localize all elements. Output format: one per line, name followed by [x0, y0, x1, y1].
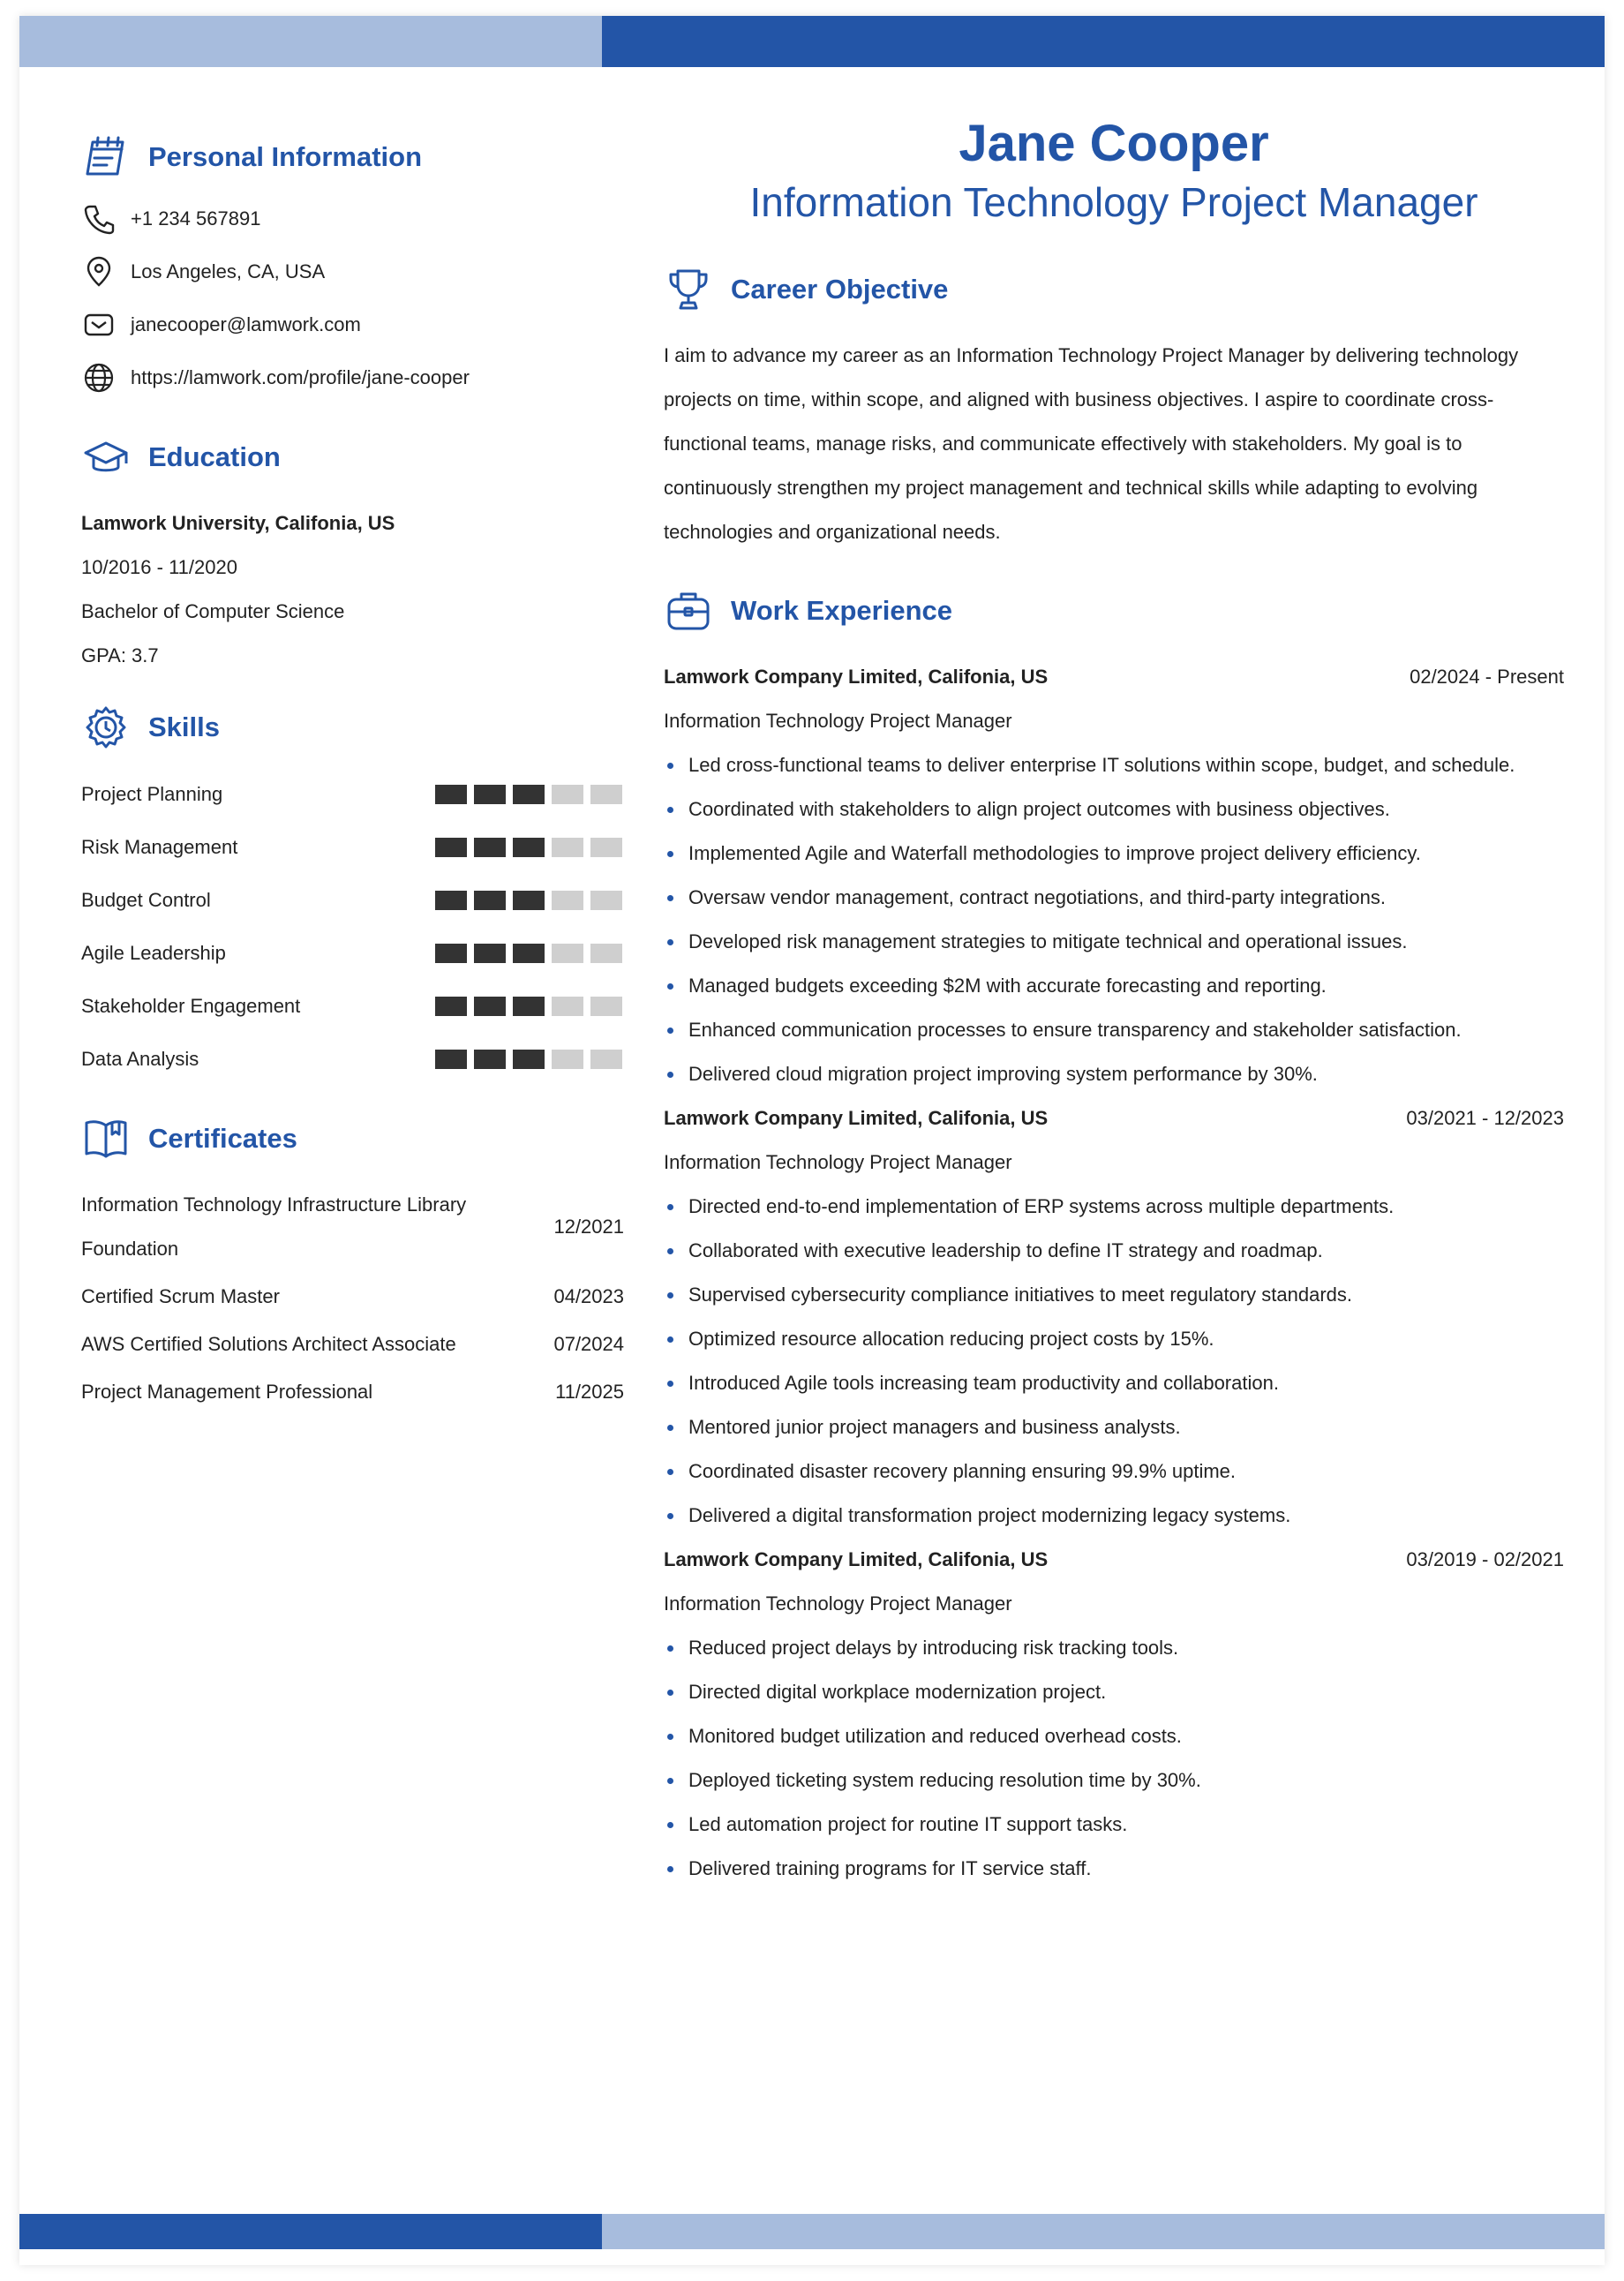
left-column	[81, 131, 624, 1421]
job-header	[664, 1538, 1564, 1582]
skill-level-segment	[590, 1050, 622, 1069]
job-entry	[664, 1538, 1564, 1891]
job-bullet: Collaborated with executive leadership to define IT strategy and roadmap.	[688, 1229, 1564, 1273]
skill-level-segment	[590, 997, 622, 1016]
job-bullet: Enhanced communication processes to ensure transparency and stakeholder satisfaction.	[688, 1008, 1564, 1052]
job-bullet: Supervised cybersecurity compliance initiatives to meet regulatory standards.	[688, 1273, 1564, 1317]
skill-name: Agile Leadership	[81, 942, 226, 964]
skill-level-segment	[474, 891, 506, 910]
job-company: Lamwork Company Limited, Califonia, US	[664, 1548, 1049, 1570]
skill-level-bar	[435, 785, 622, 804]
education-school: Lamwork University, Califonia, US	[81, 512, 395, 534]
skill-level-segment	[513, 997, 545, 1016]
job-bullet: Deployed ticketing system reducing resolution time by 30%.	[688, 1758, 1564, 1803]
skill-level-segment	[474, 1050, 506, 1069]
certificate-row	[81, 1370, 624, 1414]
skill-name: Stakeholder Engagement	[81, 995, 301, 1017]
top-accent-bar-right	[602, 16, 1605, 67]
job-bullet: Monitored budget utilization and reduced overhead costs.	[688, 1714, 1564, 1758]
job-bullet: Oversaw vendor management, contract negotiations, and third-party integrations.	[688, 876, 1564, 920]
job-bullet: Delivered a digital transformation project modernizing legacy systems.	[688, 1494, 1564, 1538]
skills-list	[81, 768, 624, 1086]
skill-name: Data Analysis	[81, 1048, 199, 1070]
skill-level-segment	[552, 838, 583, 857]
calendar-icon	[81, 132, 131, 182]
candidate-name: Jane Cooper	[959, 115, 1269, 172]
job-company: Lamwork Company Limited, Califonia, US	[664, 1107, 1049, 1129]
education-dates: 10/2016 - 11/2020	[81, 556, 237, 578]
skill-name: Project Planning	[81, 783, 223, 805]
job-bullet: Managed budgets exceeding $2M with accurate forecasting and reporting.	[688, 964, 1564, 1008]
skill-level-segment	[513, 891, 545, 910]
skill-level-bar	[435, 891, 622, 910]
job-dates: 03/2019 - 02/2021	[1406, 1548, 1564, 1570]
experience-header	[664, 584, 1564, 637]
skill-level-segment	[435, 785, 467, 804]
education-header	[81, 431, 624, 484]
certificate-date: 07/2024	[553, 1333, 624, 1355]
job-header	[664, 1096, 1564, 1140]
bottom-accent-bar-right	[602, 2214, 1605, 2249]
skill-level-segment	[513, 838, 545, 857]
skill-level-segment	[552, 997, 583, 1016]
section-title: Skills	[148, 711, 220, 742]
location-pin-icon	[81, 254, 117, 290]
skill-level-bar	[435, 944, 622, 963]
location-row	[81, 245, 624, 298]
skill-level-segment	[474, 997, 506, 1016]
email-text: janecooper@lamwork.com	[131, 313, 361, 335]
job-bullet: Mentored junior project managers and business analysts.	[688, 1405, 1564, 1449]
skill-level-segment	[590, 944, 622, 963]
job-header	[664, 655, 1564, 699]
skill-level-segment	[552, 785, 583, 804]
globe-icon	[81, 360, 117, 395]
job-company: Lamwork Company Limited, Califonia, US	[664, 666, 1049, 688]
skills-header	[81, 701, 624, 754]
job-bullet: Coordinated with stakeholders to align project outcomes with business objectives.	[688, 787, 1564, 832]
certificate-name: AWS Certified Solutions Architect Associate	[81, 1333, 456, 1355]
job-bullet: Delivered cloud migration project improving system performance by 30%.	[688, 1052, 1564, 1096]
job-bullets	[664, 1185, 1564, 1538]
certificate-date: 12/2021	[553, 1216, 624, 1238]
skill-level-segment	[552, 944, 583, 963]
skill-row	[81, 927, 624, 980]
objective-text: I aim to advance my career as an Information Technology Project Manager by delivering technology projects on time, within scope, and aligned with business objectives. I aspire to coordinate cross-functional teams, manage risks, and communicate effectively with stakeholders. My goal is to continuously strengthen my project management and technical skills while adapting to evolving technologies and organizational needs.	[664, 344, 1519, 543]
education-degree: Bachelor of Computer Science	[81, 600, 345, 622]
section-title: Education	[148, 441, 281, 472]
gear-clock-icon	[81, 703, 131, 752]
candidate-title: Information Technology Project Manager	[749, 179, 1478, 225]
job-bullet: Reduced project delays by introducing risk tracking tools.	[688, 1626, 1564, 1670]
section-title: Certificates	[148, 1123, 297, 1154]
jobs-list	[664, 655, 1564, 1891]
certificate-name: Certified Scrum Master	[81, 1285, 280, 1307]
mail-icon	[81, 307, 117, 343]
job-dates: 03/2021 - 12/2023	[1406, 1107, 1564, 1129]
certificate-row	[81, 1322, 624, 1366]
job-bullet: Optimized resource allocation reducing project costs by 15%.	[688, 1317, 1564, 1361]
section-title: Personal Information	[148, 141, 423, 172]
certificates-list	[81, 1183, 624, 1414]
phone-row	[81, 192, 624, 245]
skill-level-segment	[513, 1050, 545, 1069]
job-bullet: Developed risk management strategies to mitigate technical and operational issues.	[688, 920, 1564, 964]
certificate-row	[81, 1275, 624, 1319]
website-row	[81, 351, 624, 404]
briefcase-icon	[664, 586, 713, 636]
job-entry	[664, 655, 1564, 1096]
certificate-name: Project Management Professional	[81, 1381, 373, 1403]
skill-level-segment	[590, 785, 622, 804]
location-text: Los Angeles, CA, USA	[131, 260, 326, 282]
education-gpa: GPA: 3.7	[81, 644, 159, 666]
skill-row	[81, 768, 624, 821]
skill-level-segment	[590, 838, 622, 857]
skill-name: Risk Management	[81, 836, 238, 858]
job-bullet: Directed digital workplace modernization project.	[688, 1670, 1564, 1714]
skill-level-bar	[435, 838, 622, 857]
certificate-date: 11/2025	[555, 1381, 624, 1403]
objective-header	[664, 263, 1564, 316]
phone-text: +1 234 567891	[131, 207, 261, 230]
job-dates: 02/2024 - Present	[1410, 666, 1564, 688]
job-bullet: Introduced Agile tools increasing team productivity and collaboration.	[688, 1361, 1564, 1405]
skill-row	[81, 980, 624, 1033]
job-bullet: Led cross-functional teams to deliver enterprise IT solutions within scope, budget, and schedule.	[688, 743, 1564, 787]
skill-row	[81, 874, 624, 927]
skill-name: Budget Control	[81, 889, 211, 911]
phone-icon	[81, 201, 117, 237]
skill-level-bar	[435, 997, 622, 1016]
skill-level-segment	[513, 785, 545, 804]
job-bullets	[664, 743, 1564, 1096]
job-bullets	[664, 1626, 1564, 1891]
top-accent-bar-left	[19, 16, 602, 67]
open-book-icon	[81, 1114, 131, 1163]
skill-level-segment	[435, 891, 467, 910]
certificate-name: Information Technology Infrastructure Library Foundation	[81, 1193, 467, 1260]
trophy-icon	[664, 265, 713, 314]
skill-level-segment	[552, 1050, 583, 1069]
personal-info-header	[81, 131, 624, 184]
graduation-cap-icon	[81, 433, 131, 482]
website-text: https://lamwork.com/profile/jane-cooper	[131, 366, 470, 388]
certificates-header	[81, 1112, 624, 1165]
job-role: Information Technology Project Manager	[664, 710, 1012, 732]
job-role: Information Technology Project Manager	[664, 1592, 1012, 1615]
job-bullet: Led automation project for routine IT support tasks.	[688, 1803, 1564, 1847]
resume-page	[19, 16, 1605, 2265]
bottom-accent-bar-left	[19, 2214, 602, 2249]
skill-level-segment	[552, 891, 583, 910]
skill-level-segment	[474, 944, 506, 963]
section-title: Work Experience	[731, 595, 952, 626]
skill-level-segment	[474, 785, 506, 804]
certificate-row	[81, 1183, 624, 1271]
skill-level-segment	[435, 1050, 467, 1069]
skill-row	[81, 1033, 624, 1086]
right-column	[664, 113, 1564, 1891]
skill-level-segment	[590, 891, 622, 910]
skill-row	[81, 821, 624, 874]
email-row	[81, 298, 624, 351]
skill-level-bar	[435, 1050, 622, 1069]
certificate-date: 04/2023	[553, 1285, 624, 1307]
job-bullet: Directed end-to-end implementation of ERP systems across multiple departments.	[688, 1185, 1564, 1229]
job-entry	[664, 1096, 1564, 1538]
job-bullet: Delivered training programs for IT service staff.	[688, 1847, 1564, 1891]
skill-level-segment	[513, 944, 545, 963]
skill-level-segment	[435, 838, 467, 857]
section-title: Career Objective	[731, 274, 949, 305]
job-bullet: Implemented Agile and Waterfall methodologies to improve project delivery efficiency.	[688, 832, 1564, 876]
skill-level-segment	[435, 997, 467, 1016]
job-role: Information Technology Project Manager	[664, 1151, 1012, 1173]
skill-level-segment	[435, 944, 467, 963]
job-bullet: Coordinated disaster recovery planning ensuring 99.9% uptime.	[688, 1449, 1564, 1494]
skill-level-segment	[474, 838, 506, 857]
